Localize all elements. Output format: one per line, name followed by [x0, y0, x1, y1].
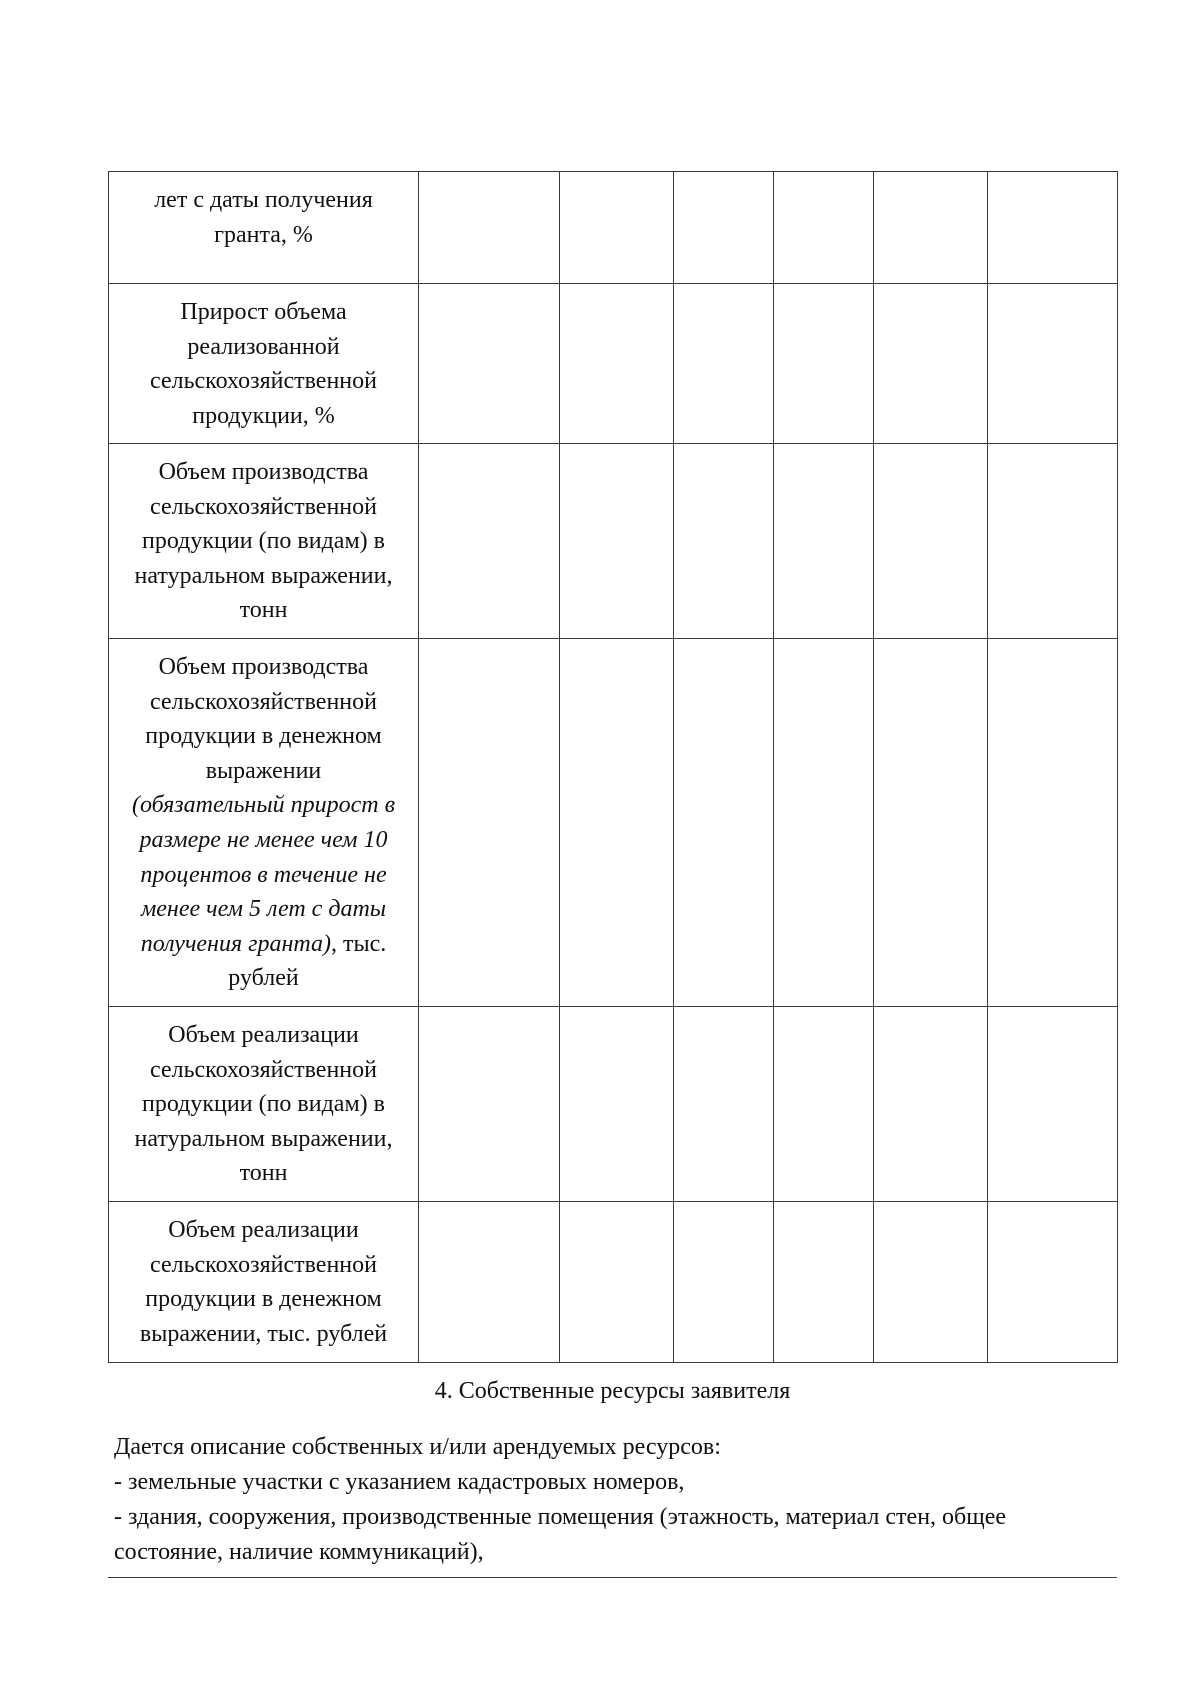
- value-cell[interactable]: [419, 639, 560, 1007]
- indicators-table: [108, 171, 1118, 1363]
- indicator-label-line: выражении, тыс. рублей: [139, 1320, 388, 1347]
- value-cell[interactable]: [874, 444, 988, 639]
- indicator-label-line: сельскохозяйственной: [150, 688, 377, 715]
- indicator-label-cell: [109, 284, 419, 444]
- indicator-label-line: Объем реализации: [168, 1217, 359, 1243]
- table-row: [109, 1007, 1118, 1202]
- indicator-label-line: лет с даты получения: [154, 187, 373, 213]
- indicator-label-suffix: , тыс.: [331, 930, 387, 957]
- indicator-label-line: Объем производства: [158, 654, 369, 680]
- table-row: [109, 1202, 1118, 1363]
- indicator-label-line: сельскохозяйственной: [150, 368, 377, 395]
- value-cell[interactable]: [988, 284, 1118, 444]
- value-cell[interactable]: [874, 284, 988, 444]
- indicator-label-cell: [109, 639, 419, 1007]
- value-cell[interactable]: [774, 284, 874, 444]
- indicator-label-line: продукции, %: [192, 402, 335, 429]
- value-cell[interactable]: [419, 444, 560, 639]
- value-cell[interactable]: [988, 172, 1118, 284]
- section-list-item: - здания, сооружения, производственные помещения (этажность, материал стен, общее: [114, 1504, 1007, 1530]
- value-cell[interactable]: [874, 1007, 988, 1202]
- value-cell[interactable]: [674, 1007, 774, 1202]
- value-cell[interactable]: [988, 444, 1118, 639]
- indicator-label-cell: [109, 1007, 419, 1202]
- indicator-label-line: продукции в денежном: [145, 1286, 382, 1313]
- indicator-label-line: реализованной: [187, 333, 340, 360]
- value-cell[interactable]: [419, 1202, 560, 1363]
- section-heading: 4. Собственные ресурсы заявителя: [434, 1378, 791, 1404]
- indicator-label-line: продукции (по видам) в: [142, 1091, 385, 1118]
- horizontal-rule: [108, 1577, 1117, 1578]
- value-cell[interactable]: [674, 284, 774, 444]
- value-cell[interactable]: [419, 284, 560, 444]
- value-cell[interactable]: [674, 1202, 774, 1363]
- value-cell[interactable]: [774, 1007, 874, 1202]
- value-cell[interactable]: [774, 444, 874, 639]
- table-row: [109, 639, 1118, 1007]
- table-row: [109, 284, 1118, 444]
- indicator-label-line: натуральном выражении,: [134, 562, 393, 589]
- value-cell[interactable]: [674, 444, 774, 639]
- indicator-label-line: натуральном выражении,: [134, 1125, 393, 1152]
- value-cell[interactable]: [419, 1007, 560, 1202]
- indicator-label-line: выражении: [205, 757, 322, 784]
- section-list-item: состояние, наличие коммуникаций),: [114, 1539, 484, 1565]
- section-body: [114, 1430, 1114, 1570]
- indicator-label-line: продукции в денежном: [145, 723, 382, 750]
- value-cell[interactable]: [560, 639, 674, 1007]
- indicator-note-line: размере не менее чем 10: [139, 826, 388, 853]
- indicator-label-line: Объем производства: [158, 459, 369, 485]
- value-cell[interactable]: [560, 172, 674, 284]
- value-cell[interactable]: [774, 172, 874, 284]
- value-cell[interactable]: [874, 639, 988, 1007]
- value-cell[interactable]: [560, 1202, 674, 1363]
- value-cell[interactable]: [874, 1202, 988, 1363]
- value-cell[interactable]: [988, 639, 1118, 1007]
- indicator-label-cell: [109, 444, 419, 639]
- table-row: [109, 444, 1118, 639]
- section-list-item: - земельные участки с указанием кадастровых номеров,: [114, 1469, 685, 1495]
- indicator-note-line: менее чем 5 лет с даты: [140, 896, 387, 923]
- indicator-label-line: гранта, %: [214, 221, 313, 248]
- value-cell[interactable]: [774, 1202, 874, 1363]
- value-cell[interactable]: [674, 639, 774, 1007]
- indicator-label-line: рублей: [228, 965, 299, 992]
- value-cell[interactable]: [988, 1202, 1118, 1363]
- indicator-label-line: продукции (по видам) в: [142, 528, 385, 555]
- indicator-note-line: процентов в течение не: [140, 861, 387, 888]
- value-cell[interactable]: [774, 639, 874, 1007]
- value-cell[interactable]: [874, 172, 988, 284]
- indicator-label-line: сельскохозяйственной: [150, 1251, 377, 1278]
- indicator-note-line: получения гранта): [140, 930, 331, 957]
- indicator-label-line: сельскохозяйственной: [150, 493, 377, 520]
- value-cell[interactable]: [674, 172, 774, 284]
- value-cell[interactable]: [560, 284, 674, 444]
- indicator-label-line: сельскохозяйственной: [150, 1056, 377, 1083]
- indicator-label-line: Объем реализации: [168, 1022, 359, 1048]
- value-cell[interactable]: [560, 1007, 674, 1202]
- indicator-label-line: тонн: [239, 1160, 288, 1187]
- indicator-label-line: тонн: [239, 597, 288, 624]
- indicator-label-cell: [109, 1202, 419, 1363]
- indicator-note-line: (обязательный прирост в: [131, 792, 395, 819]
- section-intro: Дается описание собственных и/или арендуемых ресурсов:: [114, 1434, 721, 1460]
- value-cell[interactable]: [988, 1007, 1118, 1202]
- indicator-label-line: Прирост объема: [180, 299, 347, 325]
- value-cell[interactable]: [419, 172, 560, 284]
- table-row: [109, 172, 1118, 284]
- indicator-label-cell: [109, 172, 419, 284]
- value-cell[interactable]: [560, 444, 674, 639]
